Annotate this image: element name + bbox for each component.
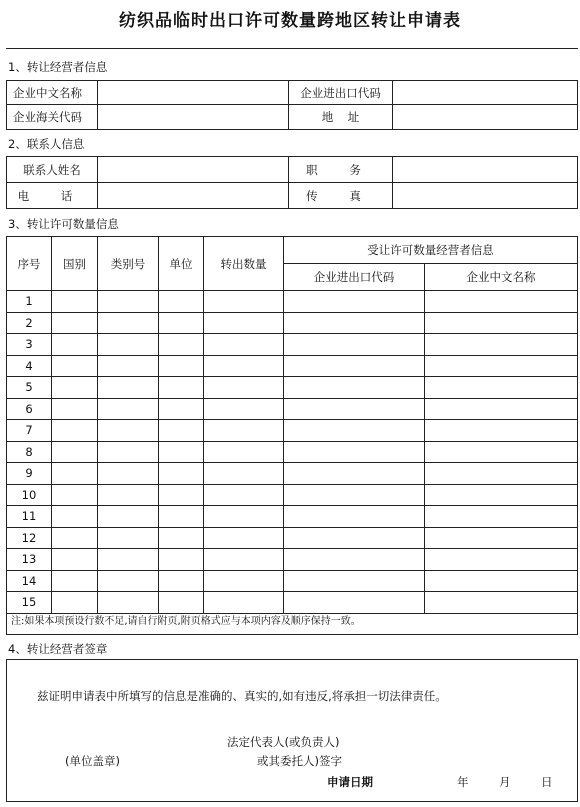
col-no-header: 序号 [7, 237, 52, 291]
day-label: 日 [541, 775, 553, 789]
recv-name-cell[interactable] [425, 334, 578, 356]
recv-name-cell[interactable] [425, 527, 578, 549]
recv-name-cell[interactable] [425, 420, 578, 442]
table-row [7, 355, 578, 377]
row-number: 6 [7, 398, 52, 420]
unit-cell[interactable] [159, 484, 204, 506]
quantity-cell[interactable] [204, 291, 284, 313]
country-cell[interactable] [52, 420, 98, 442]
recv-code-cell[interactable] [284, 463, 425, 485]
row-number: 12 [7, 527, 52, 549]
recv-code-cell[interactable] [284, 420, 425, 442]
table-note: 注:如果本项预设行数不足,请自行附页,附页格式应与本项内容及顺序保持一致。 [6, 610, 578, 635]
col-receiver-header: 受让许可数量经营者信息 [284, 237, 578, 264]
form-title: 纺织品临时出口许可数量跨地区转让申请表 [119, 11, 461, 31]
col-recv-name-header: 企业中文名称 [425, 264, 578, 291]
job-title-label: 职 务 [289, 157, 393, 183]
country-cell[interactable] [52, 398, 98, 420]
row-number: 8 [7, 441, 52, 463]
code-label: 企业进出口代码 [289, 81, 393, 105]
col-recv-code-header: 企业进出口代码 [284, 264, 425, 291]
category-cell[interactable] [98, 377, 159, 399]
section1-heading: 1、转让经营者信息 [8, 60, 108, 74]
category-cell[interactable] [98, 463, 159, 485]
country-cell[interactable] [52, 334, 98, 356]
operator-info-table [6, 80, 578, 130]
table-row [7, 291, 578, 313]
section2-heading: 2、联系人信息 [8, 137, 85, 151]
category-cell[interactable] [98, 334, 159, 356]
recv-name-cell[interactable] [425, 506, 578, 528]
table-row [7, 527, 578, 549]
phone-label: 电 话 [7, 183, 98, 209]
category-cell[interactable] [98, 312, 159, 334]
recv-name-cell[interactable] [425, 312, 578, 334]
row-number: 7 [7, 420, 52, 442]
category-cell[interactable] [98, 506, 159, 528]
table-row [7, 484, 578, 506]
top-divider [6, 48, 578, 49]
unit-cell[interactable] [159, 377, 204, 399]
recv-name-cell[interactable] [425, 355, 578, 377]
table-row [7, 377, 578, 399]
code-field[interactable] [393, 81, 578, 105]
row-number: 13 [7, 549, 52, 571]
fax-label: 传 真 [289, 183, 393, 209]
col-category-header: 类别号 [98, 237, 159, 291]
row-number: 2 [7, 312, 52, 334]
recv-name-cell[interactable] [425, 377, 578, 399]
unit-cell[interactable] [159, 355, 204, 377]
recv-code-cell[interactable] [284, 441, 425, 463]
quantity-cell[interactable] [204, 506, 284, 528]
col-qty-header: 转出数量 [204, 237, 284, 291]
row-number: 14 [7, 570, 52, 592]
recv-code-cell[interactable] [284, 398, 425, 420]
recv-code-cell[interactable] [284, 312, 425, 334]
unit-cell[interactable] [159, 334, 204, 356]
table-row [7, 420, 578, 442]
unit-cell[interactable] [159, 549, 204, 571]
application-date-label: 申请日期 [327, 775, 373, 789]
recv-code-cell[interactable] [284, 334, 425, 356]
recv-code-cell[interactable] [284, 377, 425, 399]
category-cell[interactable] [98, 570, 159, 592]
unit-cell[interactable] [159, 312, 204, 334]
quantity-cell[interactable] [204, 570, 284, 592]
category-cell[interactable] [98, 484, 159, 506]
row-number: 15 [7, 592, 52, 614]
table-row [7, 334, 578, 356]
recv-name-cell[interactable] [425, 398, 578, 420]
address-label: 地 址 [289, 105, 393, 130]
quantity-cell[interactable] [204, 441, 284, 463]
country-cell[interactable] [52, 549, 98, 571]
section3-heading: 3、转让许可数量信息 [8, 217, 119, 231]
quantity-cell[interactable] [204, 334, 284, 356]
table-row [7, 506, 578, 528]
unit-cell[interactable] [159, 420, 204, 442]
table-row [7, 441, 578, 463]
representative-label: 法定代表人(或负责人) [227, 735, 340, 749]
recv-code-cell[interactable] [284, 355, 425, 377]
category-cell[interactable] [98, 441, 159, 463]
country-cell[interactable] [52, 312, 98, 334]
table-row [7, 463, 578, 485]
recv-name-cell[interactable] [425, 441, 578, 463]
country-cell[interactable] [52, 506, 98, 528]
category-cell[interactable] [98, 398, 159, 420]
quantity-cell[interactable] [204, 527, 284, 549]
row-number: 11 [7, 506, 52, 528]
row-number: 1 [7, 291, 52, 313]
category-cell[interactable] [98, 527, 159, 549]
country-cell[interactable] [52, 527, 98, 549]
quantity-cell[interactable] [204, 355, 284, 377]
cn-name-label: 企业中文名称 [7, 81, 98, 105]
row-number: 4 [7, 355, 52, 377]
unit-seal-label: (单位盖章) [65, 754, 120, 768]
unit-cell[interactable] [159, 506, 204, 528]
recv-name-cell[interactable] [425, 463, 578, 485]
quantity-cell[interactable] [204, 312, 284, 334]
quantity-cell[interactable] [204, 420, 284, 442]
contact-name-label: 联系人姓名 [7, 157, 98, 183]
fax-field[interactable] [393, 183, 578, 209]
quantity-cell[interactable] [204, 463, 284, 485]
col-unit-header: 单位 [159, 237, 204, 291]
country-cell[interactable] [52, 291, 98, 313]
recv-name-cell[interactable] [425, 484, 578, 506]
country-cell[interactable] [52, 441, 98, 463]
section4-heading: 4、转让经营者签章 [8, 642, 108, 656]
unit-cell[interactable] [159, 527, 204, 549]
recv-name-cell[interactable] [425, 291, 578, 313]
recv-code-cell[interactable] [284, 570, 425, 592]
contact-info-table [6, 156, 578, 209]
quantity-cell[interactable] [204, 377, 284, 399]
recv-code-cell[interactable] [284, 506, 425, 528]
row-number: 10 [7, 484, 52, 506]
category-cell[interactable] [98, 549, 159, 571]
category-cell[interactable] [98, 420, 159, 442]
month-label: 月 [499, 775, 511, 789]
phone-field[interactable] [98, 183, 289, 209]
unit-cell[interactable] [159, 570, 204, 592]
unit-cell[interactable] [159, 463, 204, 485]
col-country-header: 国别 [52, 237, 98, 291]
quantity-cell[interactable] [204, 549, 284, 571]
row-number: 3 [7, 334, 52, 356]
table-row [7, 570, 578, 592]
quota-transfer-table [6, 236, 578, 614]
country-cell[interactable] [52, 463, 98, 485]
job-title-field[interactable] [393, 157, 578, 183]
category-cell[interactable] [98, 355, 159, 377]
country-cell[interactable] [52, 484, 98, 506]
customs-label: 企业海关代码 [7, 105, 98, 130]
country-cell[interactable] [52, 570, 98, 592]
country-cell[interactable] [52, 377, 98, 399]
delegate-label: 或其委托人)签字 [257, 754, 342, 768]
recv-name-cell[interactable] [425, 570, 578, 592]
recv-code-cell[interactable] [284, 291, 425, 313]
quota-rows [7, 291, 578, 614]
signature-box [6, 659, 578, 802]
quantity-cell[interactable] [204, 484, 284, 506]
table-row [7, 312, 578, 334]
category-cell[interactable] [98, 291, 159, 313]
row-number: 9 [7, 463, 52, 485]
cn-name-field[interactable] [98, 81, 289, 105]
recv-name-cell[interactable] [425, 549, 578, 571]
contact-name-field[interactable] [98, 157, 289, 183]
recv-code-cell[interactable] [284, 527, 425, 549]
declaration-statement: 兹证明申请表中所填写的信息是准确的、真实的,如有违反,将承担一切法律责任。 [37, 689, 447, 703]
row-number: 5 [7, 377, 52, 399]
customs-field[interactable] [98, 105, 289, 130]
table-row [7, 549, 578, 571]
year-label: 年 [457, 775, 469, 789]
unit-cell[interactable] [159, 291, 204, 313]
unit-cell[interactable] [159, 441, 204, 463]
recv-code-cell[interactable] [284, 549, 425, 571]
country-cell[interactable] [52, 355, 98, 377]
address-field[interactable] [393, 105, 578, 130]
recv-code-cell[interactable] [284, 484, 425, 506]
table-row [7, 398, 578, 420]
unit-cell[interactable] [159, 398, 204, 420]
quantity-cell[interactable] [204, 398, 284, 420]
